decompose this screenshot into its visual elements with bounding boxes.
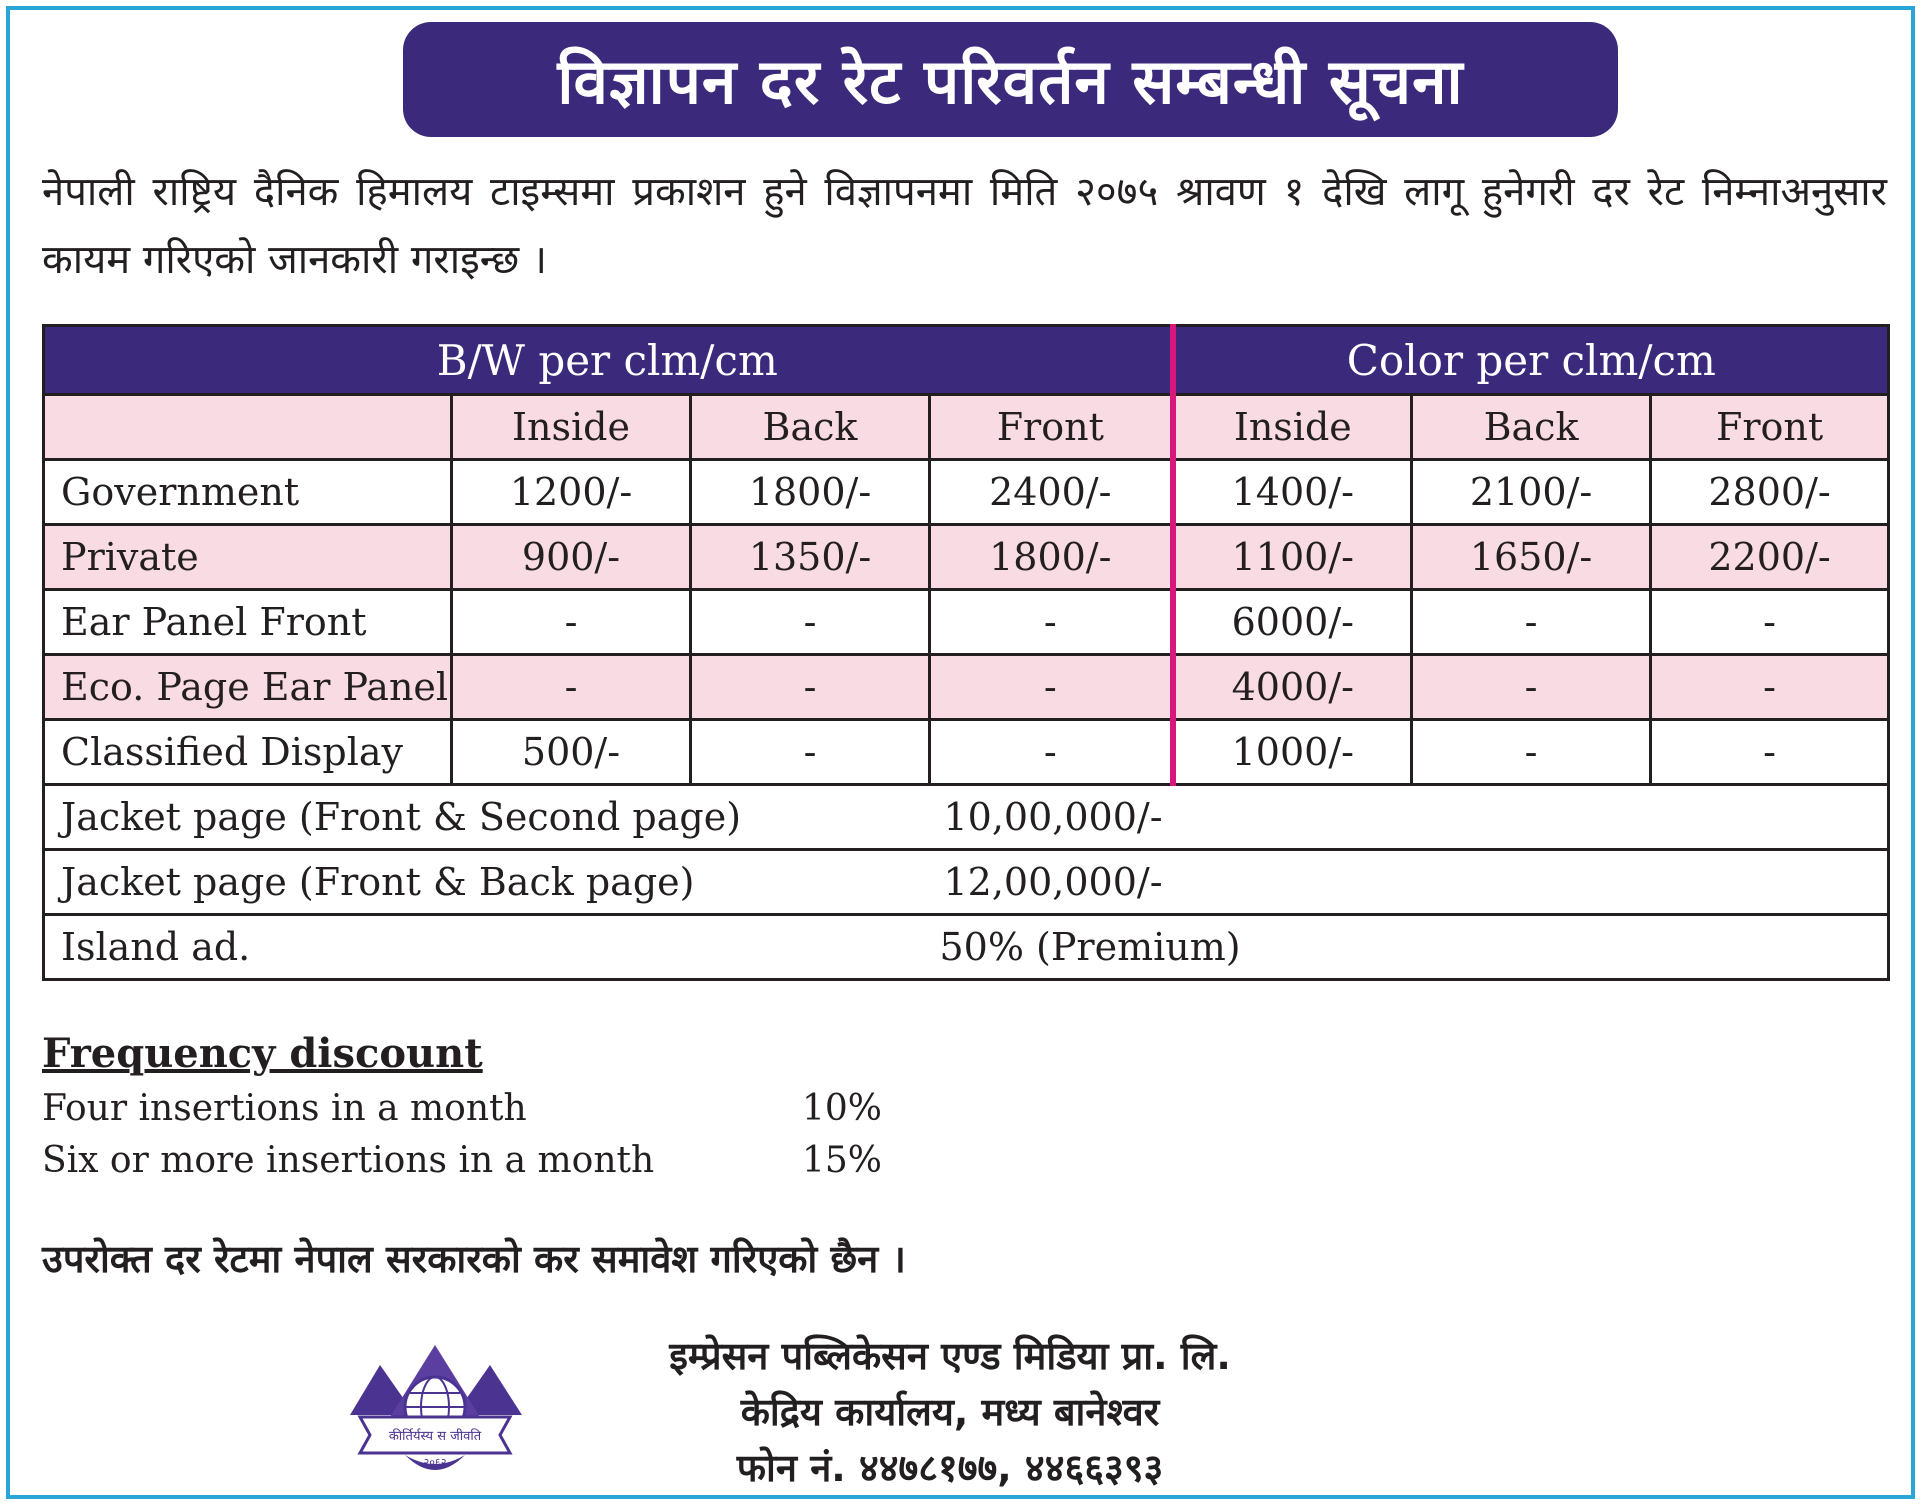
- special-row-value: 12,00,000/-: [930, 850, 1889, 915]
- table-row: [44, 460, 1889, 525]
- frequency-item: [42, 1135, 882, 1187]
- cell: 2200/-: [1651, 525, 1889, 590]
- frequency-item-value: 15%: [802, 1140, 883, 1181]
- cell: 1350/-: [691, 525, 930, 590]
- special-row: [44, 785, 1889, 850]
- special-row: [44, 915, 1889, 980]
- cell: 1800/-: [691, 460, 930, 525]
- cell: -: [452, 655, 691, 720]
- table-row: [44, 655, 1889, 720]
- cell: -: [1412, 720, 1651, 785]
- company-name: इम्प्रेसन पब्लिकेसन एण्ड मिडिया प्रा. लि.: [669, 1334, 1231, 1378]
- table-row: [44, 525, 1889, 590]
- table-sub-header-row: [44, 395, 1889, 460]
- sub-header-cell: Front: [1651, 395, 1889, 460]
- cell: 1400/-: [1173, 460, 1412, 525]
- special-row-label: Island ad.: [44, 915, 930, 980]
- company-address: केद्रिय कार्यालय, मध्य बानेश्वर: [740, 1390, 1160, 1434]
- rate-table: [42, 324, 1890, 981]
- tax-note: उपरोक्त दर रेटमा नेपाल सरकारको कर समावेश गरिएको छैन ।: [42, 1237, 906, 1281]
- cell: 1650/-: [1412, 525, 1651, 590]
- cell: -: [1651, 590, 1889, 655]
- cell: -: [930, 590, 1173, 655]
- sub-header-cell: Inside: [452, 395, 691, 460]
- cell: -: [1412, 590, 1651, 655]
- frequency-item-label: Four insertions in a month: [42, 1088, 527, 1129]
- cell: 1100/-: [1173, 525, 1412, 590]
- row-label: Private: [44, 525, 452, 590]
- sub-header-cell: Back: [691, 395, 930, 460]
- company-phone: फोन नं. ४४७८१७७, ४४६६३९३: [736, 1446, 1164, 1490]
- intro-paragraph: नेपाली राष्ट्रिय दैनिक हिमालय टाइम्समा प्रकाशन हुने विज्ञापनमा मिति २०७५ श्रावण १ देखि लागू हुनेगरी दर रेट निम्नाअनुसार कायम गरिएको जानकारी गराइन्छ ।: [42, 169, 1887, 283]
- special-row-label: Jacket page (Front & Back page): [44, 850, 930, 915]
- sub-header-cell: Front: [930, 395, 1173, 460]
- bw-header: B/W per clm/cm: [44, 326, 1173, 395]
- cell: -: [930, 655, 1173, 720]
- sub-header-cell: Back: [1412, 395, 1651, 460]
- cell: -: [1651, 720, 1889, 785]
- row-label: Government: [44, 460, 452, 525]
- cell: 6000/-: [1173, 590, 1412, 655]
- table-group-header-row: [44, 326, 1889, 395]
- special-row-value: 50% (Premium): [930, 915, 1889, 980]
- cell: 4000/-: [1173, 655, 1412, 720]
- cell: -: [691, 720, 930, 785]
- logo-year: २०६२: [423, 1456, 447, 1469]
- color-header: Color per clm/cm: [1173, 326, 1889, 395]
- cell: -: [691, 655, 930, 720]
- frequency-item: [42, 1083, 882, 1135]
- table-row: [44, 590, 1889, 655]
- special-row: [44, 850, 1889, 915]
- special-row-label: Jacket page (Front & Second page): [44, 785, 930, 850]
- logo-motto: कीर्तिर्यस्य स जीवति: [388, 1429, 482, 1444]
- frequency-item-value: 10%: [802, 1088, 883, 1129]
- frequency-discount-section: [42, 1030, 882, 1187]
- cell: 1200/-: [452, 460, 691, 525]
- row-label: Classified Display: [44, 720, 452, 785]
- cell: 2800/-: [1651, 460, 1889, 525]
- sub-header-cell: Inside: [1173, 395, 1412, 460]
- cell: 1800/-: [930, 525, 1173, 590]
- special-row-value: 10,00,000/-: [930, 785, 1889, 850]
- table-row: [44, 720, 1889, 785]
- frequency-item-label: Six or more insertions in a month: [42, 1140, 655, 1181]
- frequency-title: Frequency discount: [42, 1030, 483, 1077]
- cell: 500/-: [452, 720, 691, 785]
- company-logo: [340, 1345, 530, 1485]
- row-label: Ear Panel Front: [44, 590, 452, 655]
- cell: -: [1412, 655, 1651, 720]
- company-info: [560, 1328, 1340, 1496]
- cell: 1000/-: [1173, 720, 1412, 785]
- cell: -: [930, 720, 1173, 785]
- cell: -: [691, 590, 930, 655]
- cell: -: [1651, 655, 1889, 720]
- cell: -: [452, 590, 691, 655]
- row-label: Eco. Page Ear Panel: [44, 655, 452, 720]
- cell: 2100/-: [1412, 460, 1651, 525]
- cell: 900/-: [452, 525, 691, 590]
- empty-header-cell: [44, 395, 452, 460]
- page-title: विज्ञापन दर रेट परिवर्तन सम्बन्धी सूचना: [557, 44, 1464, 118]
- title-banner: [403, 22, 1618, 137]
- cell: 2400/-: [930, 460, 1173, 525]
